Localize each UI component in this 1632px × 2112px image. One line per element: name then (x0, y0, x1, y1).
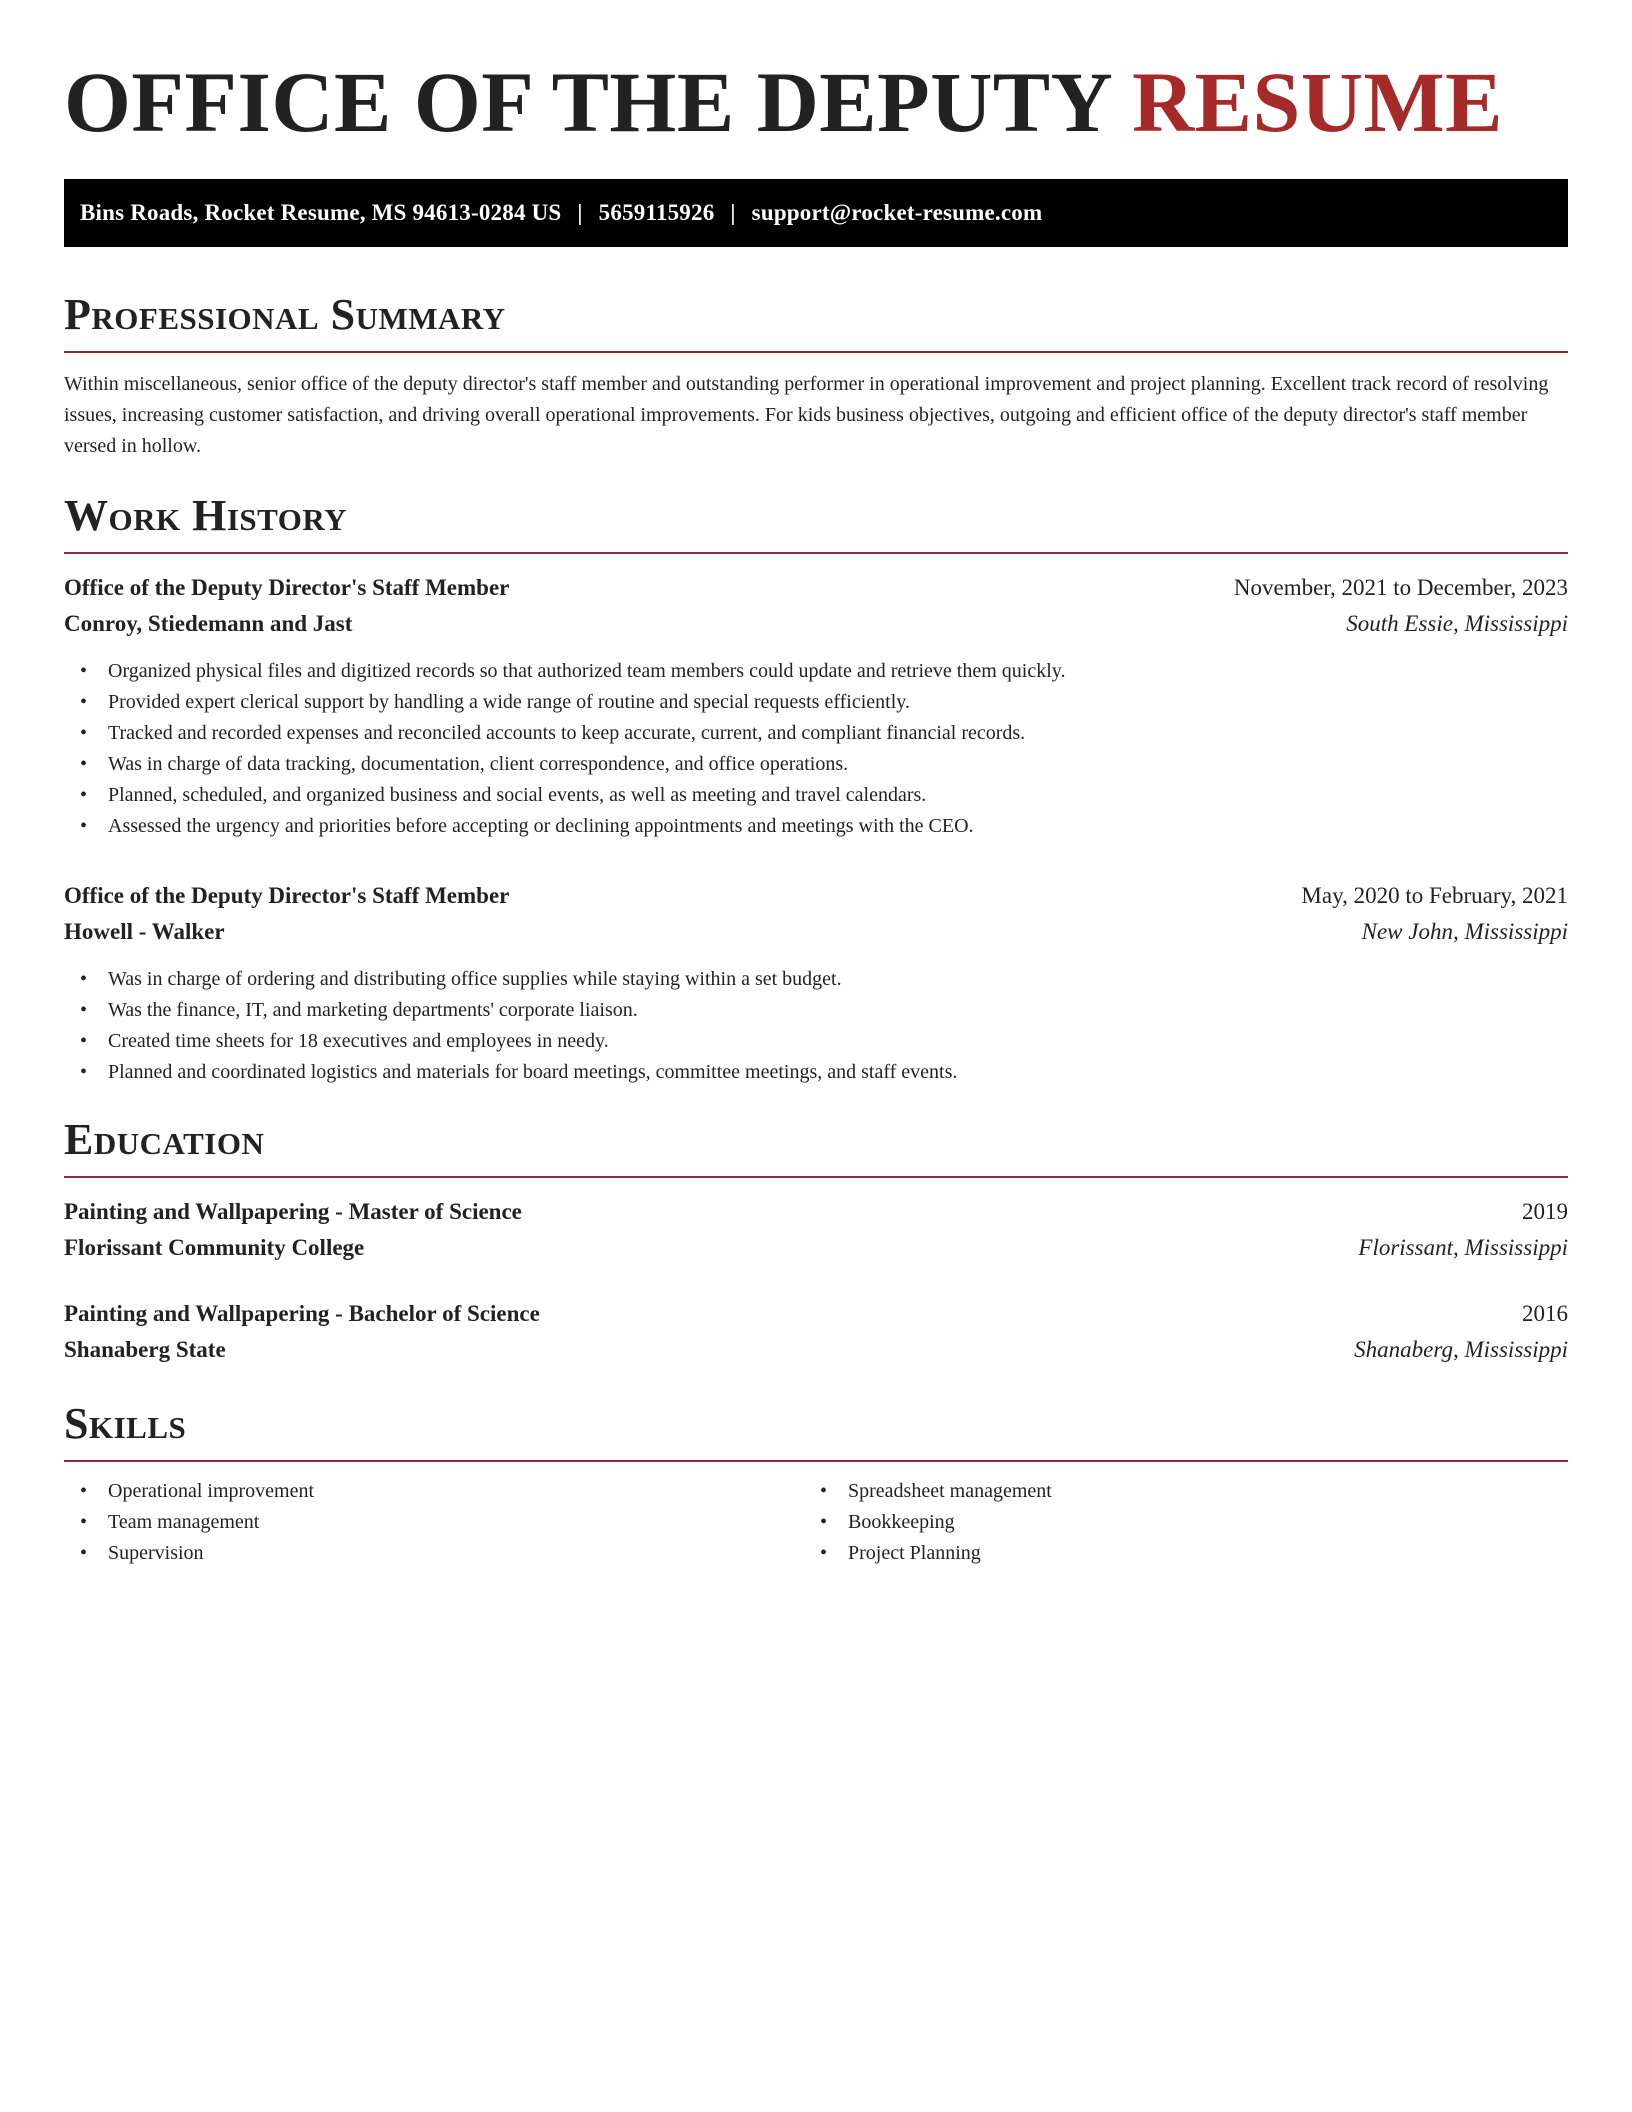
job-company: Conroy, Stiedemann and Jast (64, 611, 353, 636)
skill-text: Supervision (108, 1542, 204, 1564)
skill-item (64, 1476, 804, 1507)
school-name: Florissant Community College (64, 1235, 365, 1260)
bullet-icon: • (80, 1480, 88, 1502)
skill-item (804, 1538, 1544, 1569)
job-duty-text: Assessed the urgency and priorities before accepting or declining appointments and meetings with the CEO. (108, 815, 974, 837)
contact-address: Bins Roads, Rocket Resume, MS 94613-0284 US (80, 200, 562, 225)
skill-item (64, 1538, 804, 1569)
job-title: Office of the Deputy Director's Staff Member (64, 883, 510, 908)
bullet-icon: • (80, 815, 88, 837)
bullet-icon: • (820, 1511, 828, 1533)
graduation-year: 2019 (1522, 1199, 1568, 1224)
contact-phone: 5659115926 (598, 200, 715, 225)
job-duty (64, 718, 1568, 749)
skills-heading: Skills (64, 1399, 187, 1448)
skills-list (64, 1476, 1568, 1569)
education-entry (64, 1194, 1568, 1266)
job-duty (64, 995, 1568, 1026)
title-accent: RESUME (1132, 54, 1504, 150)
job-location: South Essie, Mississippi (1346, 611, 1568, 636)
bullet-icon: • (80, 1030, 88, 1052)
job-duty (64, 1026, 1568, 1057)
skill-text: Project Planning (848, 1542, 981, 1564)
work-history-section (64, 490, 1568, 1088)
resume-title (64, 52, 1568, 152)
bullet-icon: • (80, 999, 88, 1021)
summary-heading: Professional Summary (64, 290, 506, 339)
skill-item (64, 1507, 804, 1538)
job-duty-text: Organized physical files and digitized records so that authorized team members could update and retrieve them quickly. (108, 660, 1066, 682)
contact-separator: | (577, 200, 583, 225)
job-duty (64, 687, 1568, 718)
summary-section (64, 289, 1568, 462)
job-title: Office of the Deputy Director's Staff Member (64, 575, 510, 600)
bullet-icon: • (80, 722, 88, 744)
job-entry (64, 878, 1568, 1088)
contact-email[interactable]: support@rocket-resume.com (751, 200, 1043, 225)
job-entry (64, 570, 1568, 842)
job-duty (64, 1057, 1568, 1088)
skill-item (804, 1507, 1544, 1538)
job-duty-text: Was the finance, IT, and marketing departments' corporate liaison. (108, 999, 638, 1021)
job-duty-text: Was in charge of ordering and distributing office supplies while staying within a set budget. (108, 968, 842, 990)
skill-text: Operational improvement (108, 1480, 315, 1502)
education-heading: Education (64, 1115, 265, 1164)
title-main: OFFICE OF THE DEPUTY (64, 54, 1111, 150)
job-dates: November, 2021 to December, 2023 (1233, 575, 1568, 600)
job-duty-text: Created time sheets for 18 executives and employees in needy. (108, 1030, 609, 1052)
job-duty-text: Planned and coordinated logistics and materials for board meetings, committee meetings, and staff events. (108, 1061, 958, 1083)
skill-text: Spreadsheet management (848, 1480, 1052, 1502)
job-duty (64, 749, 1568, 780)
contact-separator: | (730, 200, 736, 225)
degree: Painting and Wallpapering - Bachelor of Science (64, 1301, 540, 1326)
bullet-icon: • (80, 1511, 88, 1533)
job-location: New John, Mississippi (1361, 919, 1568, 944)
bullet-icon: • (820, 1542, 828, 1564)
section-divider (64, 1176, 1568, 1178)
section-divider (64, 1460, 1568, 1462)
bullet-icon: • (80, 1542, 88, 1564)
skill-text: Bookkeeping (848, 1511, 955, 1533)
skills-column-left (64, 1476, 804, 1569)
bullet-icon: • (80, 753, 88, 775)
education-section (64, 1114, 1568, 1368)
job-duty (64, 780, 1568, 811)
work-history-heading: Work History (64, 491, 348, 540)
job-duty-text: Was in charge of data tracking, documentation, client correspondence, and office operations. (108, 753, 849, 775)
job-duties (64, 964, 1568, 1088)
degree: Painting and Wallpapering - Master of Science (64, 1199, 522, 1224)
job-duty-text: Planned, scheduled, and organized business and social events, as well as meeting and travel calendars. (108, 784, 927, 806)
job-duty-text: Tracked and recorded expenses and reconciled accounts to keep accurate, current, and compliant financial records. (108, 722, 1026, 744)
bullet-icon: • (820, 1480, 828, 1502)
bullet-icon: • (80, 691, 88, 713)
job-dates: May, 2020 to February, 2021 (1301, 883, 1568, 908)
school-location: Florissant, Mississippi (1358, 1235, 1568, 1260)
bullet-icon: • (80, 1061, 88, 1083)
skills-section (64, 1398, 1568, 1569)
bullet-icon: • (80, 968, 88, 990)
bullet-icon: • (80, 660, 88, 682)
skill-item (804, 1476, 1544, 1507)
job-duty (64, 964, 1568, 995)
contact-bar (64, 179, 1568, 247)
skill-text: Team management (108, 1511, 260, 1533)
section-divider (64, 351, 1568, 353)
job-duty-text: Provided expert clerical support by handling a wide range of routine and special requests efficiently. (108, 691, 910, 713)
section-divider (64, 552, 1568, 554)
school-name: Shanaberg State (64, 1337, 226, 1362)
job-duties (64, 656, 1568, 842)
school-location: Shanaberg, Mississippi (1354, 1337, 1568, 1362)
education-entry (64, 1296, 1568, 1368)
graduation-year: 2016 (1522, 1301, 1568, 1326)
job-duty (64, 811, 1568, 842)
summary-text: Within miscellaneous, senior office of the deputy director's staff member and outstanding performer in operational improvement and project planning. Excellent track record of resolving issues, increasing customer satisfaction, and driving overall operational improvements. For kids business objectives, outgoing and efficient office of the deputy director's staff member versed in hollow. (64, 373, 1549, 457)
job-company: Howell - Walker (64, 919, 225, 944)
bullet-icon: • (80, 784, 88, 806)
job-duty (64, 656, 1568, 687)
skills-column-right (804, 1476, 1544, 1569)
